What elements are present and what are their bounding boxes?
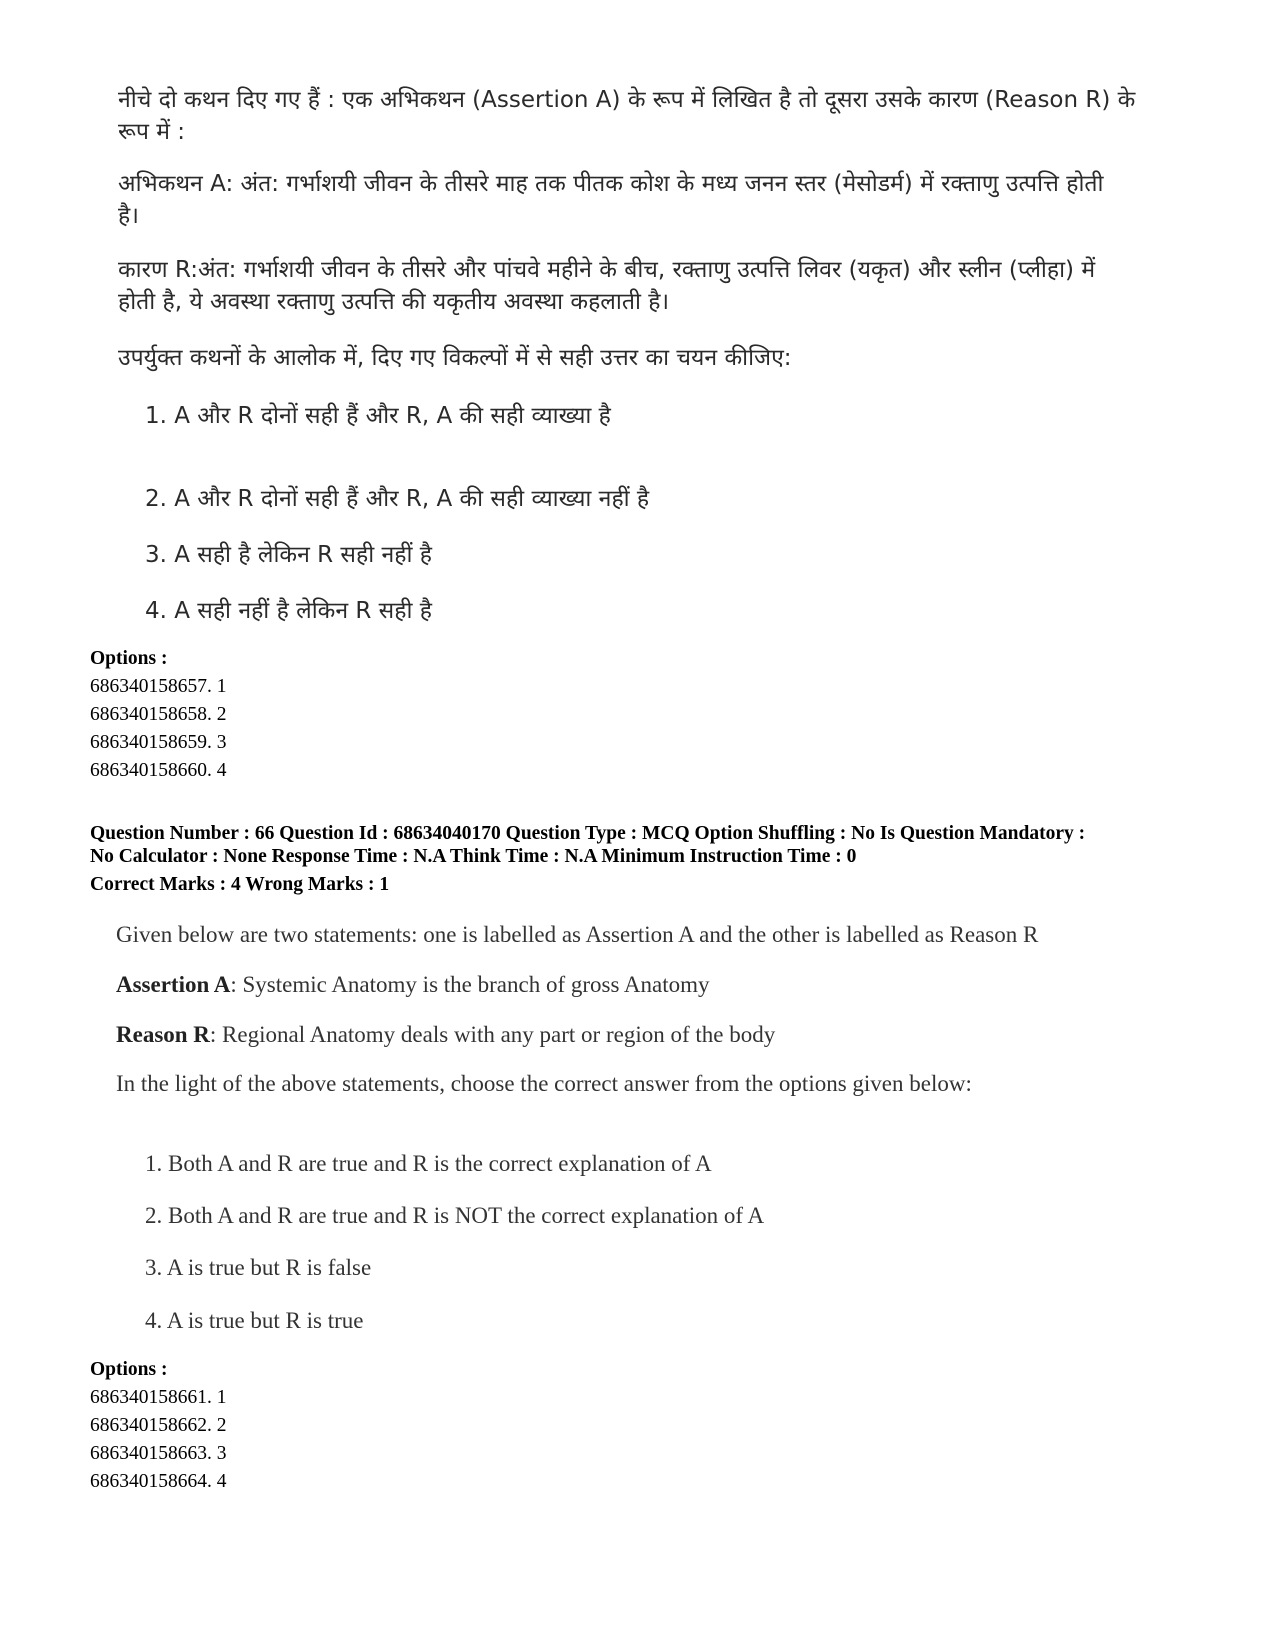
q66-option-id-1: 686340158661. 1: [90, 1387, 227, 1408]
q65-choice-1: 1. A और R दोनों सही हैं और R, A की सही व्याख्या है: [145, 403, 611, 429]
q65-options-label: Options :: [90, 648, 168, 669]
q66-meta-line1: Question Number : 66 Question Id : 68634040170 Question Type : MCQ Option Shuffling : No Is Question Mandatory :: [90, 823, 1086, 844]
q66-reason: [116, 1022, 775, 1048]
q65-intro-line1: नीचे दो कथन दिए गए हैं : एक अभिकथन (Assertion A) के रूप में लिखित है तो दूसरा उसके कारण (Reason R) के: [118, 87, 1136, 113]
q66-meta-line2: No Calculator : None Response Time : N.A Think Time : N.A Minimum Instruction Time : 0: [90, 846, 857, 867]
q66-choice-3: 3. A is true but R is false: [145, 1255, 372, 1280]
q65-choice-3: 3. A सही है लेकिन R सही नहीं है: [145, 542, 432, 568]
q66-reason-text: : Regional Anatomy deals with any part or region of the body: [209, 1022, 776, 1047]
q65-assertion-line2: है।: [118, 203, 139, 229]
q66-option-id-2: 686340158662. 2: [90, 1415, 227, 1436]
q66-reason-label: Reason R: [116, 1022, 210, 1047]
q66-assertion-text: : Systemic Anatomy is the branch of gross Anatomy: [230, 972, 710, 997]
q65-prompt: उपर्युक्त कथनों के आलोक में, दिए गए विकल्पों में से सही उत्तर का चयन कीजिए:: [118, 345, 792, 371]
q66-assertion: [116, 972, 710, 998]
q66-option-id-3: 686340158663. 3: [90, 1443, 227, 1464]
q66-choice-2: 2. Both A and R are true and R is NOT the correct explanation of A: [145, 1203, 765, 1228]
q66-intro: Given below are two statements: one is labelled as Assertion A and the other is labelled as Reason R: [116, 922, 1039, 947]
q65-option-id-2: 686340158658. 2: [90, 704, 227, 725]
q66-choice-1: 1. Both A and R are true and R is the correct explanation of A: [145, 1151, 712, 1176]
q65-intro-line2: रूप में :: [118, 119, 186, 145]
q65-choice-4: 4. A सही नहीं है लेकिन R सही है: [145, 598, 432, 624]
q66-choice-4: 4. A is true but R is true: [145, 1308, 364, 1333]
q66-assertion-label: Assertion A: [116, 972, 231, 997]
q65-assertion-line1: अभिकथन A: अंत: गर्भाशयी जीवन के तीसरे माह तक पीतक कोश के मध्य जनन स्तर (मेसोडर्म) में रक्ताणु उत्पत्ति होती: [118, 171, 1104, 197]
q65-choice-2: 2. A और R दोनों सही हैं और R, A की सही व्याख्या नहीं है: [145, 486, 650, 512]
q66-marks-line: Correct Marks : 4 Wrong Marks : 1: [90, 874, 390, 895]
q65-reason-line1: कारण R:अंत: गर्भाशयी जीवन के तीसरे और पांचवे महीने के बीच, रक्ताणु उत्पत्ति लिवर (यकृत) और स्लीन (प्लीहा) में: [118, 257, 1096, 283]
q65-reason-line2: होती है, ये अवस्था रक्ताणु उत्पत्ति की यकृतीय अवस्था कहलाती है।: [118, 289, 670, 315]
q65-option-id-1: 686340158657. 1: [90, 676, 227, 697]
q65-option-id-3: 686340158659. 3: [90, 732, 227, 753]
q65-option-id-4: 686340158660. 4: [90, 760, 227, 781]
q66-options-label: Options :: [90, 1359, 168, 1380]
q66-prompt: In the light of the above statements, choose the correct answer from the options given below:: [116, 1071, 972, 1096]
q66-option-id-4: 686340158664. 4: [90, 1471, 227, 1492]
